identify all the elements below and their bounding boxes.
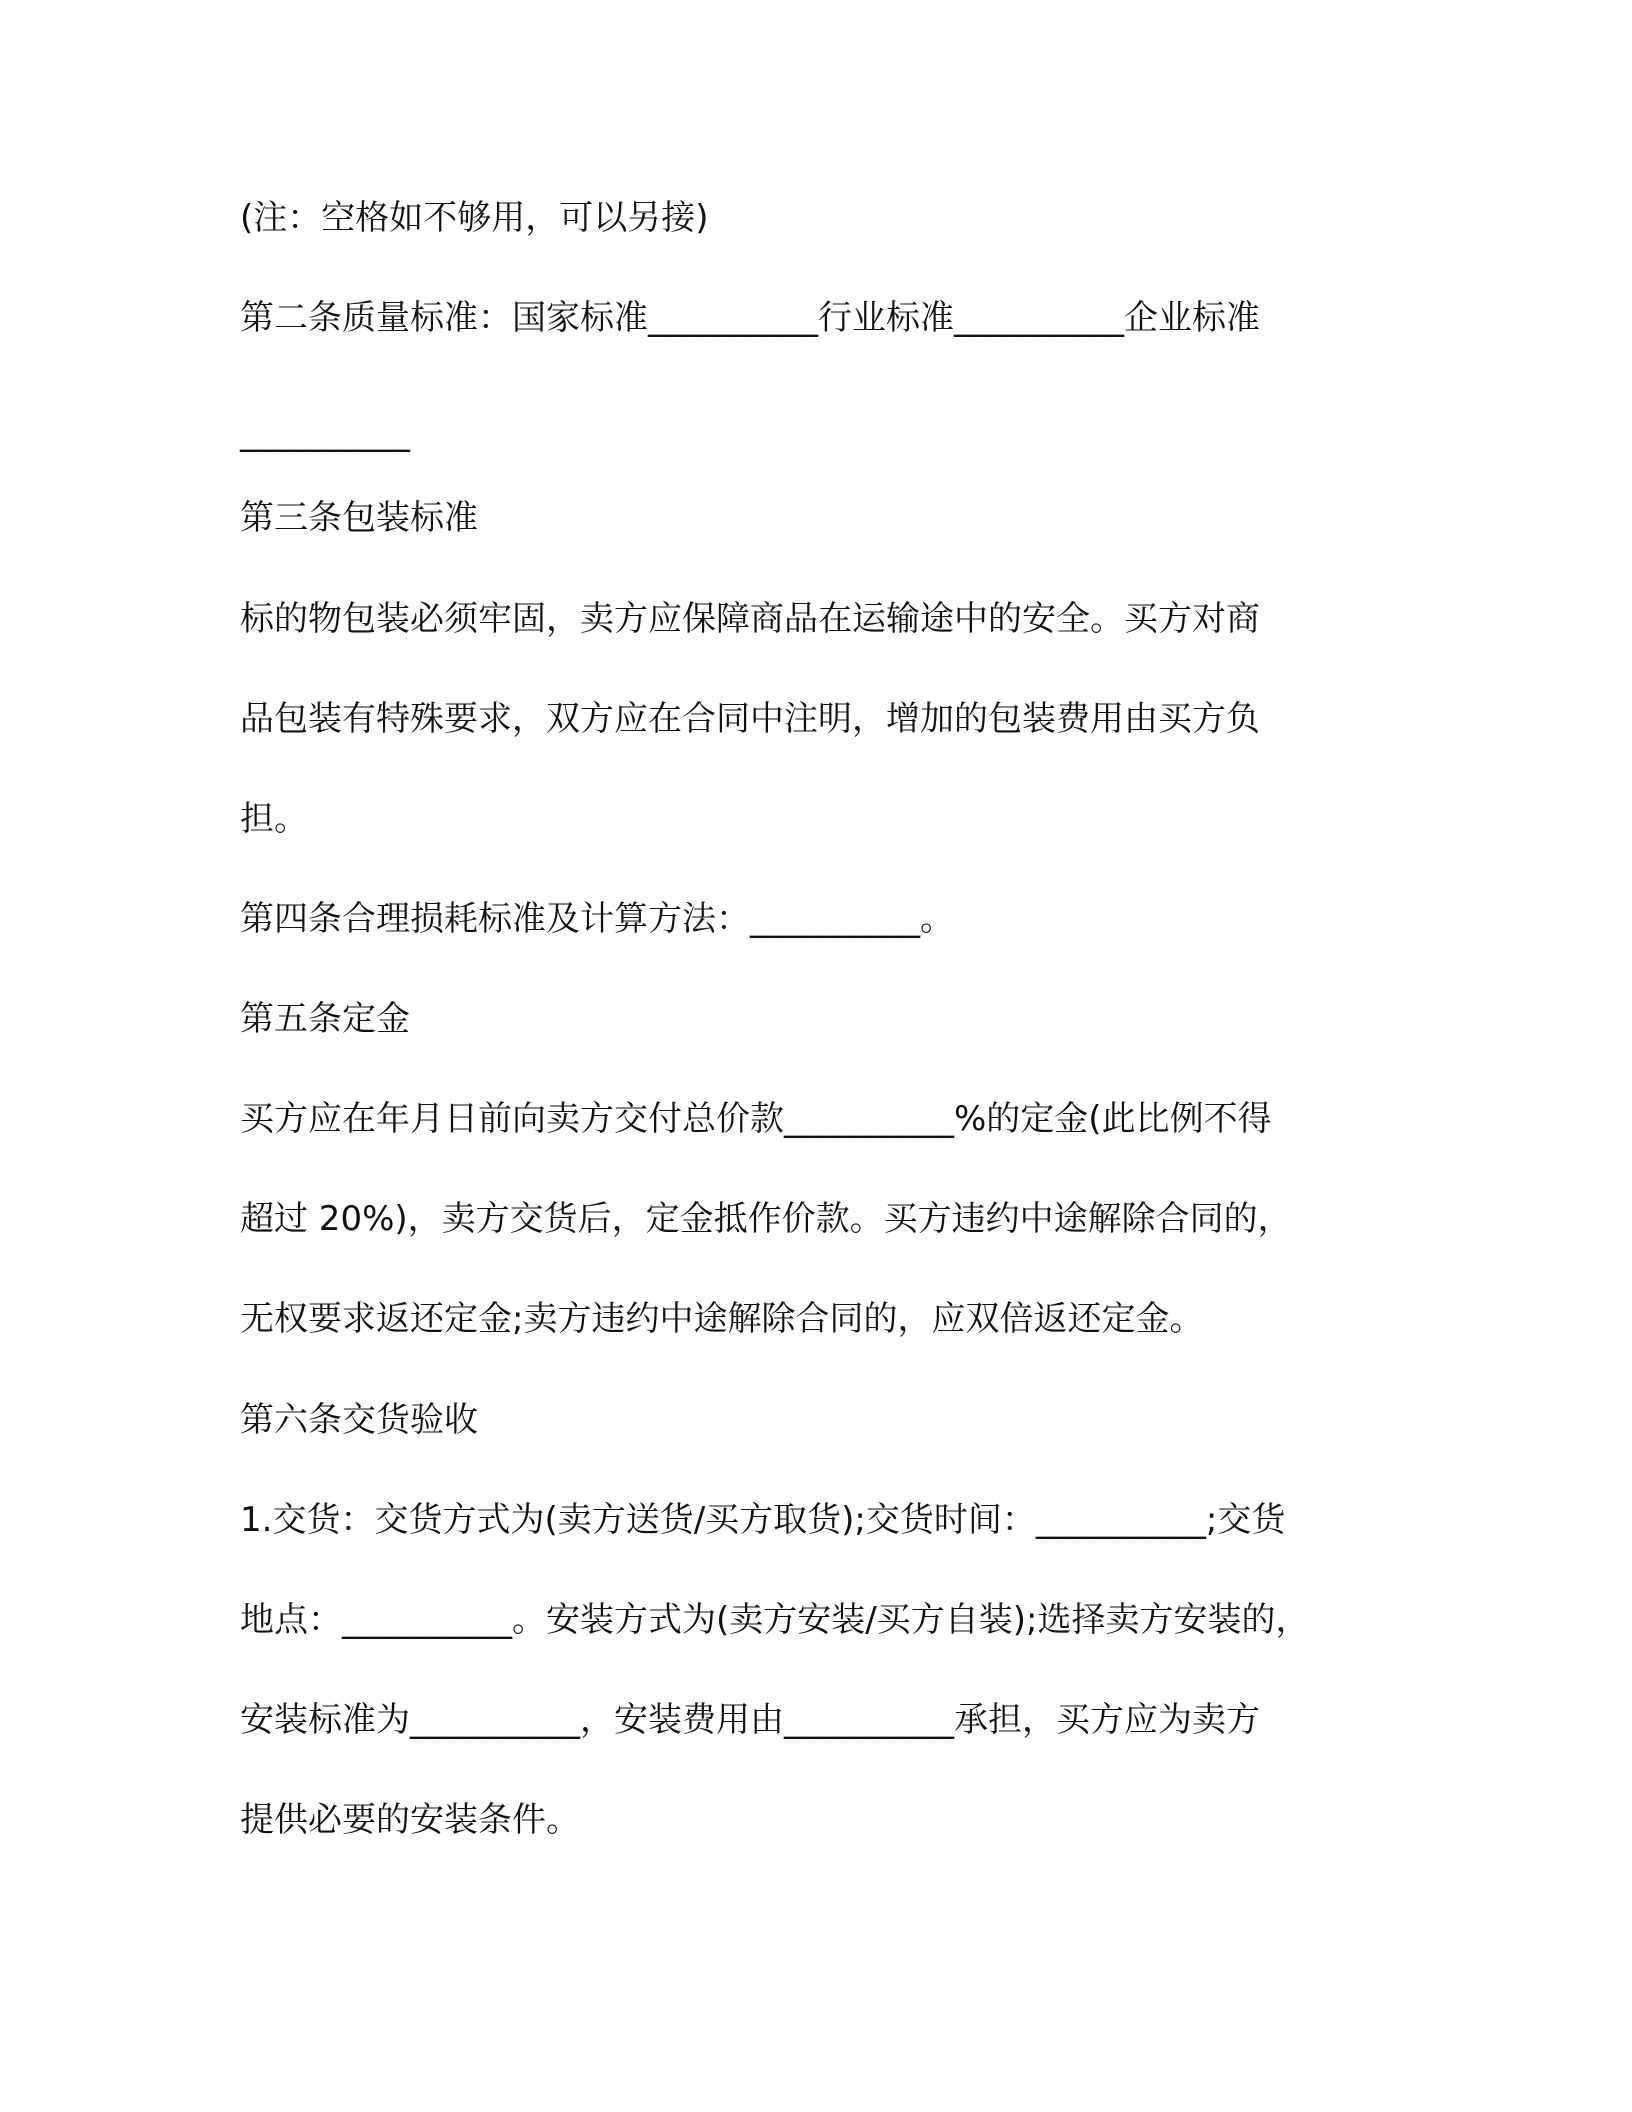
article-6-paragraph-line-2: 地点：__________。安装方式为(卖方安装/买方自装);选择卖方安装的， [240, 1600, 1310, 1640]
article-3-heading: 第三条包装标准 [240, 498, 478, 538]
article-2-quality-standard: 第二条质量标准：国家标准__________行业标准__________企业标准 [240, 298, 1260, 338]
article-6-paragraph-line-3: 安装标准为__________，安装费用由__________承担，买方应为卖方 [240, 1700, 1260, 1740]
article-4-loss-standard: 第四条合理损耗标准及计算方法：__________。 [240, 899, 954, 939]
article-3-paragraph-line-2: 品包装有特殊要求，双方应在合同中注明，增加的包装费用由买方负 [240, 699, 1260, 739]
article-5-paragraph-line-1: 买方应在年月日前向卖方交付总价款__________%的定金(此比例不得 [240, 1099, 1272, 1139]
article-2-blank-line: __________ [240, 413, 410, 453]
article-6-heading: 第六条交货验收 [240, 1400, 478, 1440]
article-5-paragraph-line-3: 无权要求返还定金;卖方违约中途解除合同的，应双倍返还定金。 [240, 1299, 1204, 1339]
article-3-paragraph-line-3: 担。 [240, 799, 308, 839]
article-3-paragraph-line-1: 标的物包装必须牢固，卖方应保障商品在运输途中的安全。买方对商 [240, 599, 1260, 639]
article-5-paragraph-line-2: 超过 20%)，卖方交货后，定金抵作价款。买方违约中途解除合同的， [240, 1199, 1292, 1239]
article-5-heading: 第五条定金 [240, 999, 410, 1039]
article-6-paragraph-line-4: 提供必要的安装条件。 [240, 1800, 580, 1840]
note-line: (注：空格如不够用，可以另接) [240, 198, 709, 238]
article-6-paragraph-line-1: 1.交货：交货方式为(卖方送货/买方取货);交货时间：__________;交货 [240, 1500, 1286, 1540]
